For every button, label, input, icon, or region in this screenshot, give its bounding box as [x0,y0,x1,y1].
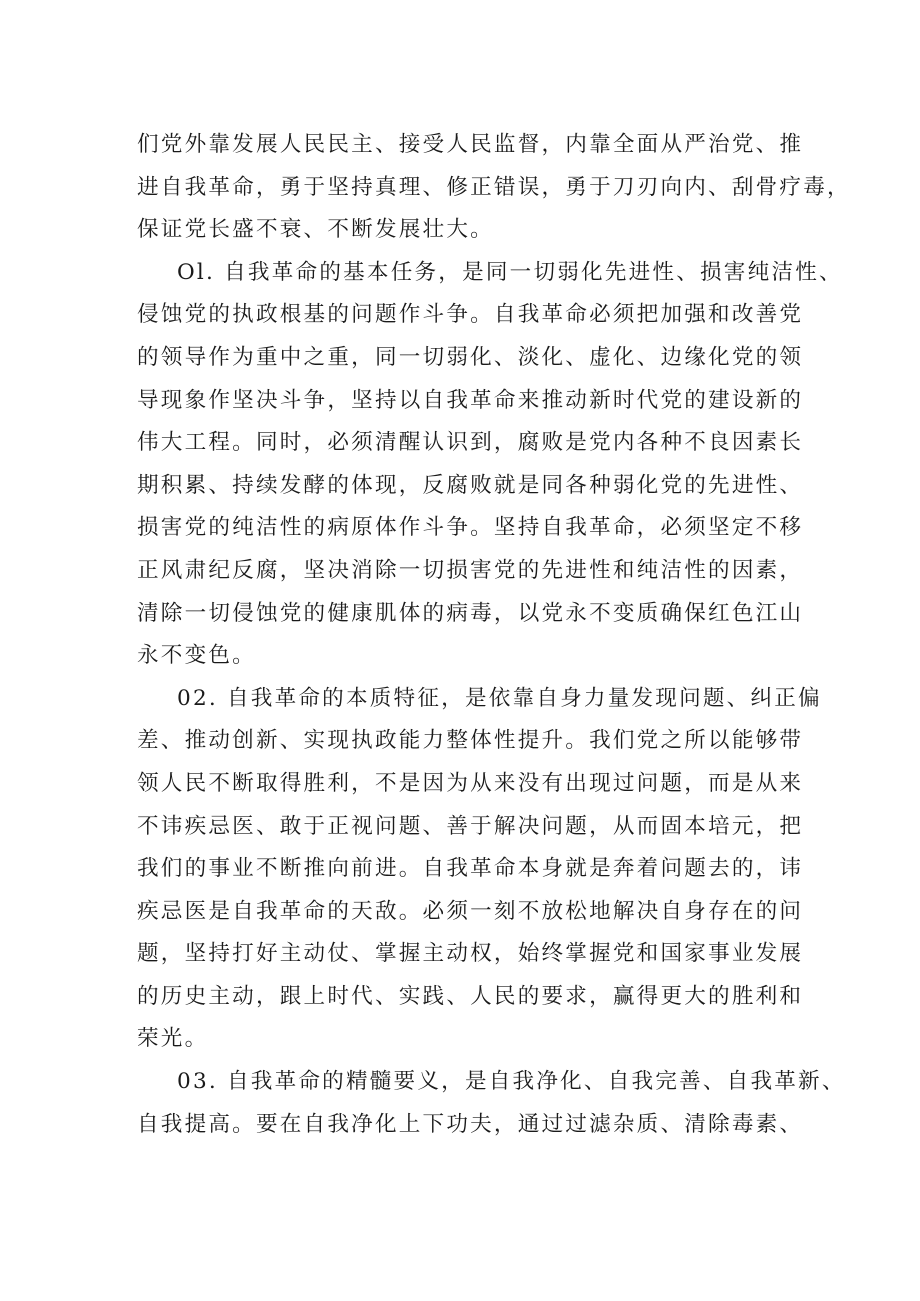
text-line: 的领导作为重中之重，同一切弱化、淡化、虚化、边缘化党的领 [137,344,804,370]
text-line: 疾忌医是自我革命的天敌。必须一刻不放松地解决自身存在的问 [137,898,804,924]
text-line: 进自我革命，勇于坚持真理、修正错误，勇于刀刃向内、刮骨疗毒， [137,174,851,200]
paragraph-first-line: Ol. 自我革命的基本任务，是同一切弱化先进性、损害纯洁性、 [177,259,843,285]
text-line: 题，坚持打好主动仗、掌握主动权，始终掌握党和国家事业发展 [137,941,804,967]
paragraph-first-line: 02. 自我革命的本质特征，是依靠自身力量发现问题、纠正偏 [177,685,822,711]
text-line: 我们的事业不断推向前进。自我革命本身就是奔着问题去的，讳 [137,856,804,882]
text-line: 导现象作坚决斗争，坚持以自我革命来推动新时代党的建设新的 [137,387,804,413]
text-line: 伟大工程。同时，必须清醒认识到，腐败是党内各种不良因素长 [137,430,804,456]
paragraph-first-line: 03. 自我革命的精髓要义，是自我净化、自我完善、自我革新、 [177,1069,846,1095]
text-line: 正风肃纪反腐，坚决消除一切损害党的先进性和纯洁性的因素， [137,557,804,583]
text-line: 不讳疾忌医、敢于正视问题、善于解决问题，从而固本培元，把 [137,813,804,839]
text-line: 损害党的纯洁性的病原体作斗争。坚持自我革命，必须坚定不移 [137,515,804,541]
text-line: 永不变色。 [137,643,256,669]
text-line: 们党外靠发展人民民主、接受人民监督，内靠全面从严治党、推 [137,132,804,157]
text-line: 领人民不断取得胜利，不是因为从来没有出现过问题，而是从来 [137,770,804,796]
text-line: 荣光。 [137,1026,209,1052]
body-text [137,124,851,1146]
text-line: 的历史主动，跟上时代、实践、人民的要求，赢得更大的胜利和 [137,983,804,1009]
text-line: 清除一切侵蚀党的健康肌体的病毒，以党永不变质确保红色江山 [137,600,804,626]
text-line: 差、推动创新、实现执政能力整体性提升。我们党之所以能够带 [137,728,804,754]
text-line: 期积累、持续发酵的体现，反腐败就是同各种弱化党的先进性、 [137,472,804,498]
text-line: 保证党长盛不衰、不断发展壮大。 [137,217,494,243]
text-line: 自我提高。要在自我净化上下功夫，通过过滤杂质、清除毒素、 [137,1111,804,1137]
text-line: 侵蚀党的执政根基的问题作斗争。自我革命必须把加强和改善党 [137,302,804,328]
